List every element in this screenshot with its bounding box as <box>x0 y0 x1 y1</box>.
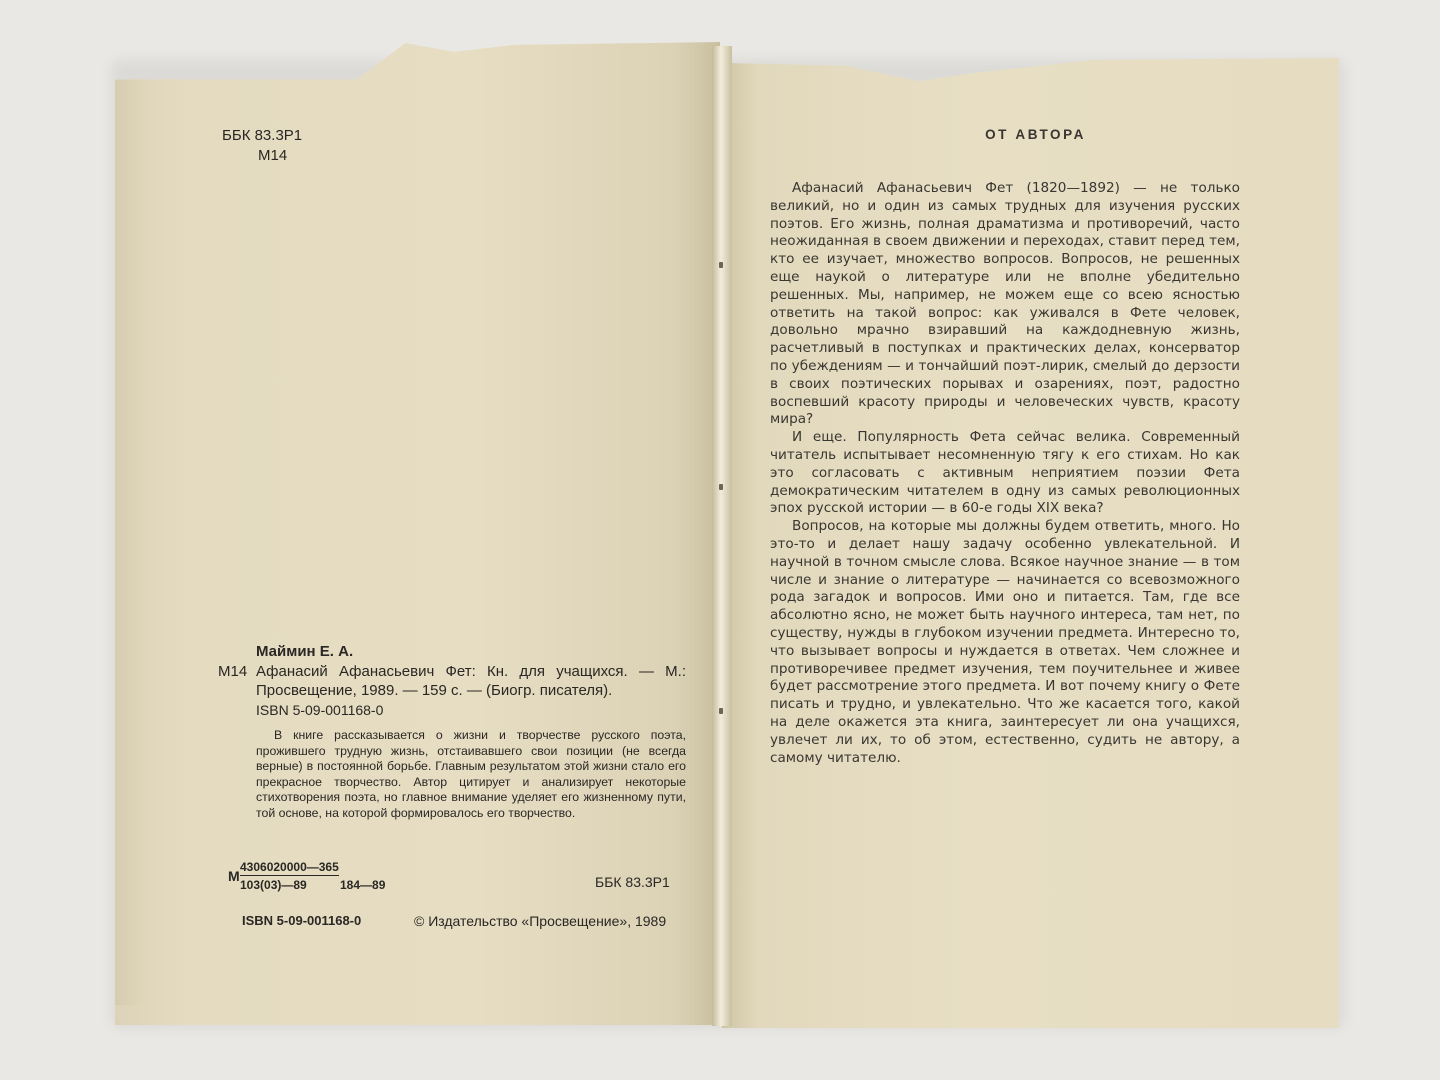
imprint-m-label: М <box>228 868 240 884</box>
left-page-edge <box>115 80 151 1005</box>
catalog-description: Афанасий Афанасьевич Фет: Кн. для учащихся. — М.: Просвещение, 1989. — 159 с. — (Биогр. писателя). <box>256 663 686 699</box>
bbk-index: ББК 83.3Р1 <box>222 127 303 144</box>
imprint-isbn: ISBN 5-09-001168-0 <box>242 913 362 928</box>
section-heading: ОТ АВТОРА <box>985 127 1086 142</box>
author-mark: М14 <box>258 147 288 164</box>
imprint-bbk: ББК 83.3Р1 <box>595 874 670 890</box>
paragraph: И еще. Популярность Фета сейчас велика. Современный читатель испытывает несомненную тягу к его стихам. Но как это согласовать с активным неприятием поэзии Фета демократическим читателем в одну из самых революционных эпох русской истории — в 60-е годы XIX века? <box>770 429 1240 517</box>
catalog-isbn: ISBN 5-09-001168-0 <box>256 702 384 718</box>
binding-stitch <box>719 484 723 490</box>
paragraph: Вопросов, на которые мы должны будем ответить, много. Но это-то и делает нашу задачу особенно увлекательной. И научной в точном смысле слова. Всякое научное знание — в том числе и знание о литературе — начинается со всевозможного рода загадок и вопросов. Ими оно и питается. Там, где все абсолютно ясно, не может быть научного интереса, там нет, по существу, нужды в глубоком изучении предмета. Интересно то, что вызывает вопросы и нуждается в ответах. Чем сложнее и противоречивее предмет изучения, тем поучительнее и живее будет рассмотрение этого предмета. И вот почему книгу о Фете писать и трудно, и увлекательно. Что же касается того, какой на деле окажется эта книга, заинтересует ли она учащихся, увлечет ли их, то об этом, естественно, судить не автору, а самому читателю. <box>770 518 1240 766</box>
copyright-line: © Издательство «Просвещение», 1989 <box>414 913 667 929</box>
bbk-block <box>222 126 302 166</box>
body-text <box>770 180 1240 767</box>
binding-stitch <box>719 262 723 268</box>
catalog-author: Маймин Е. А. <box>256 643 354 660</box>
catalog-code: М14 <box>218 663 248 680</box>
book-gutter <box>712 46 732 1026</box>
paragraph: Афанасий Афанасьевич Фет (1820—1892) — не только великий, но и один из самых трудных для изучения русских поэтов. Его жизнь, полная драматизма и противоречий, часто неожиданная в своем движении и переходах, ставит перед тем, кто ее изучает, множество вопросов. Вопросов, не решенных еще наукой о литературе или не вполне убедительно решенных. Мы, например, не можем еще со всею ясностью ответить на такой вопрос: как уживался в Фете человек, довольно мрачно взиравший на каждодневную жизнь, расчетливый в поступках и практических делах, консерватор по убеждениям — и тончайший поэт-лирик, смелый до дерзости в своих поэтических порывах и озарениях, поэт, радостно воспевший красоту природы и человеческих чувств, красоту мира? <box>770 180 1240 428</box>
fraction-suffix: 184—89 <box>340 878 386 892</box>
catalog-card <box>216 643 686 822</box>
fraction-numerator: 4306020000—365 <box>240 860 339 874</box>
imprint-fraction <box>240 860 339 892</box>
fraction-denominator: 103(03)—89 <box>240 878 307 892</box>
catalog-main <box>216 662 686 700</box>
catalog-annotation: В книге рассказывается о жизни и творчестве русского поэта, прожившего трудную жизнь, отстаивавшего свои позиции (не всегда верные) в постоянной борьбе. Главным результатом этой жизни стало его прекрасное творчество. Автор цитирует и анализирует некоторые стихотворения поэта, но главное внимание уделяет его жизненному пути, той основе, на которой формировалось его творчество. <box>256 728 686 820</box>
binding-stitch <box>719 708 723 714</box>
